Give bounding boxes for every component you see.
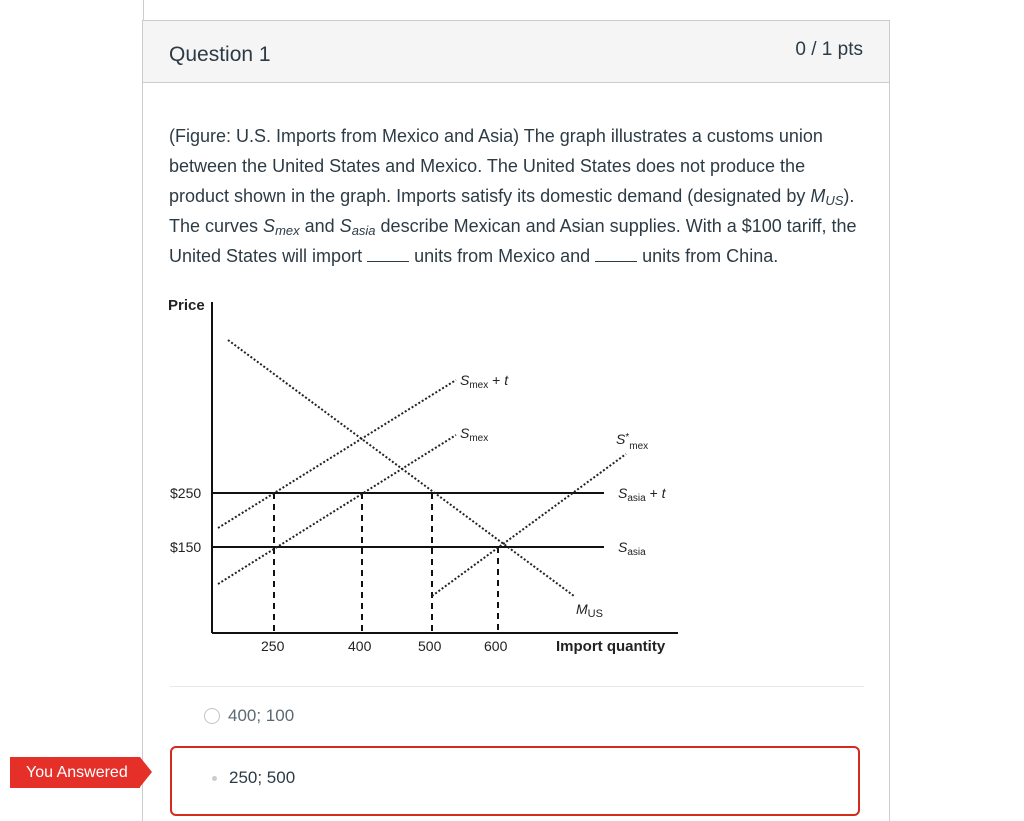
m-us-symbol: $M_{US}$ <box>810 186 844 208</box>
curve-mus <box>228 340 574 596</box>
y-axis-label: Price <box>168 297 205 314</box>
graph-svg <box>166 294 686 664</box>
x-tick-400: 400 <box>348 638 372 654</box>
label-smex-t: $S_{mex} + t$ <box>460 372 509 391</box>
x-tick-600: 600 <box>484 638 508 654</box>
answer-label: 250; 500 <box>229 768 296 787</box>
answer-option-2[interactable] <box>212 766 295 790</box>
blank-2 <box>595 247 637 262</box>
question-title: Question 1 <box>169 43 271 66</box>
curve-smex-star <box>432 454 626 596</box>
blank-1 <box>367 247 409 262</box>
question-text: (Figure: U.S. Imports from Mexico and Asia) The graph illustrates a customs union between the United States and Mexico. The United States does not produce the product shown in the graph. Imports satisfy its domestic demand (designated by $M_{US}$). The curves $S_{mex}$ and $S_{asia}$ describe Mexican and Asian supplies. With a $100 tariff, the United States will import units from Mexico and units from China. <box>169 126 857 266</box>
selected-dot-icon <box>212 776 217 781</box>
answer-option-1[interactable] <box>204 704 294 728</box>
y-tick-250: $250 <box>170 485 202 501</box>
s-asia-symbol: $S_{asia}$ <box>339 216 376 238</box>
answers-divider <box>170 686 864 687</box>
label-smex-star: $S^*_{mex}$ <box>616 431 649 452</box>
label-sasia: $S_{asia}$ <box>618 539 646 558</box>
label-mus: $M_{US}$ <box>576 601 603 620</box>
you-answered-badge: You Answered <box>10 757 140 788</box>
radio-icon[interactable] <box>204 708 220 724</box>
curve-smex-t <box>218 380 456 528</box>
y-tick-150: $150 <box>170 539 202 555</box>
curve-smex <box>218 435 456 584</box>
x-tick-500: 500 <box>418 638 442 654</box>
question-header <box>143 21 889 83</box>
s-mex-symbol: $S_{mex}$ <box>263 216 300 238</box>
x-tick-250: 250 <box>261 638 285 654</box>
label-sasia-t: $S_{asia} + t$ <box>618 485 666 504</box>
x-axis-label: Import quantity <box>556 638 666 655</box>
imports-graph <box>166 294 686 664</box>
label-smex: $S_{mex}$ <box>460 425 489 444</box>
question-points: 0 / 1 pts <box>795 39 863 60</box>
answer-label: 400; 100 <box>228 706 295 725</box>
